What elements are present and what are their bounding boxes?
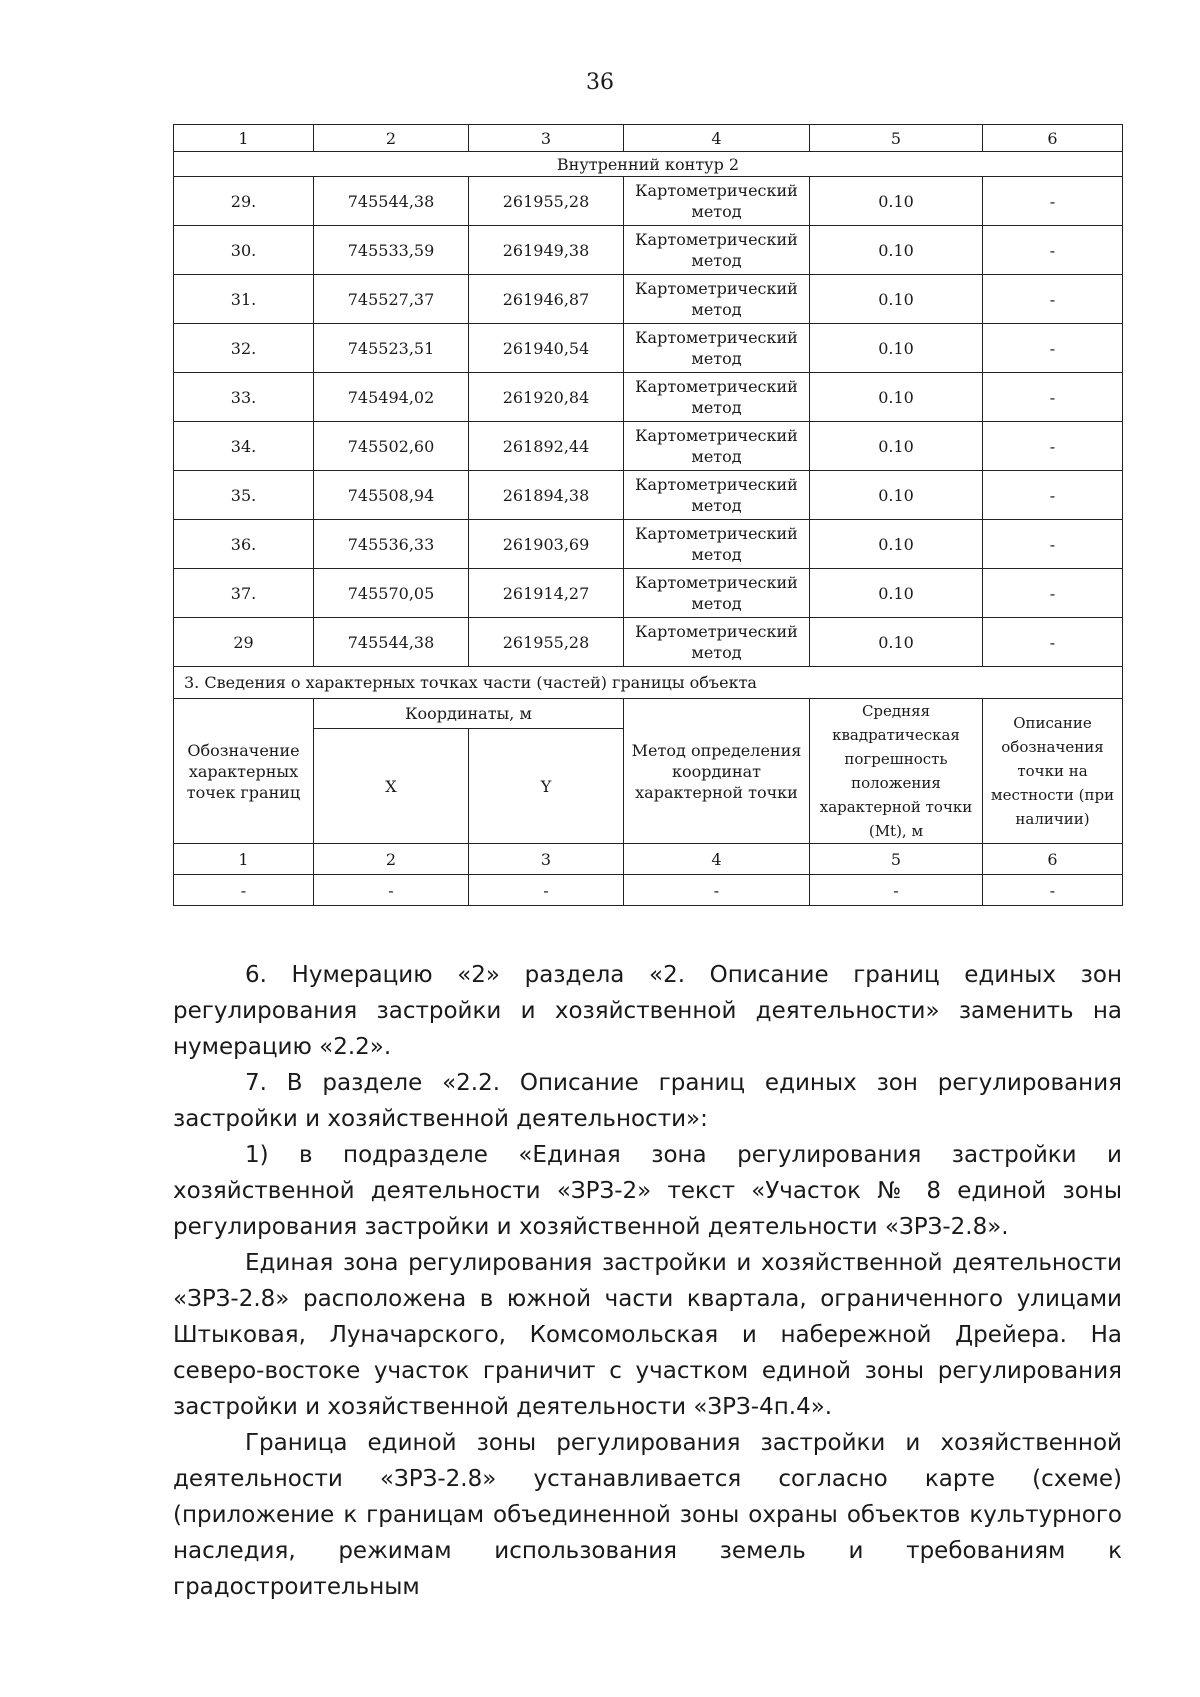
accuracy-cell: 0.10 [810, 471, 983, 520]
table-row [174, 471, 1123, 520]
description-cell: - [983, 324, 1123, 373]
col-number: 3 [469, 844, 624, 875]
description-cell: - [983, 177, 1123, 226]
cell: - [174, 875, 314, 906]
body-text [173, 957, 1122, 1605]
page-number: 36 [586, 70, 614, 95]
accuracy-cell: 0.10 [810, 618, 983, 667]
table-row [174, 226, 1123, 275]
point-number-cell: 29. [174, 177, 314, 226]
method-cell: Картометрический метод [624, 471, 810, 520]
point-number-cell: 34. [174, 422, 314, 471]
method-cell: Картометрический метод [624, 618, 810, 667]
col-number: 4 [624, 125, 810, 152]
method-cell: Картометрический метод [624, 422, 810, 471]
x-cell: 745494,02 [314, 373, 469, 422]
cell: - [469, 875, 624, 906]
point-number-cell: 37. [174, 569, 314, 618]
accuracy-cell: 0.10 [810, 422, 983, 471]
accuracy-cell: 0.10 [810, 520, 983, 569]
section3-number-row [174, 844, 1123, 875]
cell: - [810, 875, 983, 906]
section3-row [174, 667, 1123, 699]
section3-header-row [174, 699, 1123, 729]
description-cell: - [983, 275, 1123, 324]
section3-data-row [174, 875, 1123, 906]
y-header: Y [469, 729, 624, 844]
table-row [174, 569, 1123, 618]
method-cell: Картометрический метод [624, 324, 810, 373]
col-number: 6 [983, 844, 1123, 875]
column-number-row [174, 125, 1123, 152]
description-cell: - [983, 520, 1123, 569]
description-cell: - [983, 618, 1123, 667]
paragraph: 6. Нумерацию «2» раздела «2. Описание границ единых зон регулирования застройки и хозяйственной деятельности» заменить на нумерацию «2.2». [173, 962, 1122, 1060]
y-cell: 261903,69 [469, 520, 624, 569]
table-row [174, 373, 1123, 422]
paragraph: Единая зона регулирования застройки и хозяйственной деятельности «ЗРЗ-2.8» расположена в южной части квартала, ограниченного улицами Штыковая, Луначарского, Комсомольская и набережной Дрейера. На северо-востоке участок граничит с участком единой зоны регулирования застройки и хозяйственной деятельности «ЗРЗ-4п.4». [173, 1250, 1122, 1420]
x-cell: 745544,38 [314, 177, 469, 226]
y-cell: 261892,44 [469, 422, 624, 471]
description-header: Описание обозначения точки на местности (при наличии) [983, 699, 1123, 844]
accuracy-cell: 0.10 [810, 275, 983, 324]
y-cell: 261949,38 [469, 226, 624, 275]
description-cell: - [983, 569, 1123, 618]
description-cell: - [983, 422, 1123, 471]
y-cell: 261894,38 [469, 471, 624, 520]
section3-title: 3. Сведения о характерных точках части (частей) границы объекта [174, 667, 1123, 699]
method-cell: Картометрический метод [624, 177, 810, 226]
method-header: Метод определения координат характерной точки [624, 699, 810, 844]
point-number-cell: 29 [174, 618, 314, 667]
section-title: Внутренний контур 2 [174, 152, 1123, 177]
paragraph: 7. В разделе «2.2. Описание границ единых зон регулирования застройки и хозяйственной деятельности»: [173, 1070, 1122, 1132]
y-cell: 261955,28 [469, 177, 624, 226]
col-number: 1 [174, 844, 314, 875]
table-row [174, 324, 1123, 373]
x-cell: 745570,05 [314, 569, 469, 618]
table-row [174, 618, 1123, 667]
col-number: 6 [983, 125, 1123, 152]
method-cell: Картометрический метод [624, 373, 810, 422]
x-cell: 745533,59 [314, 226, 469, 275]
coords-header: Координаты, м [314, 699, 624, 729]
point-number-cell: 30. [174, 226, 314, 275]
y-cell: 261955,28 [469, 618, 624, 667]
table-row [174, 520, 1123, 569]
accuracy-cell: 0.10 [810, 324, 983, 373]
x-cell: 745502,60 [314, 422, 469, 471]
method-cell: Картометрический метод [624, 275, 810, 324]
x-cell: 745536,33 [314, 520, 469, 569]
method-cell: Картометрический метод [624, 569, 810, 618]
point-number-cell: 31. [174, 275, 314, 324]
cell: - [624, 875, 810, 906]
description-cell: - [983, 471, 1123, 520]
col-number: 2 [314, 844, 469, 875]
cell: - [314, 875, 469, 906]
col-number: 2 [314, 125, 469, 152]
y-cell: 261914,27 [469, 569, 624, 618]
col-number: 4 [624, 844, 810, 875]
col-number: 5 [810, 125, 983, 152]
description-cell: - [983, 226, 1123, 275]
table-row [174, 275, 1123, 324]
table-row [174, 422, 1123, 471]
x-cell: 745544,38 [314, 618, 469, 667]
accuracy-cell: 0.10 [810, 569, 983, 618]
col-number: 3 [469, 125, 624, 152]
method-cell: Картометрический метод [624, 226, 810, 275]
paragraph: 1) в подразделе «Единая зона регулирования застройки и хозяйственной деятельности «ЗРЗ-2» текст «Участок № 8 единой зоны регулирования застройки и хозяйственной деятельности «ЗРЗ-2.8». [173, 1142, 1122, 1240]
point-number-cell: 32. [174, 324, 314, 373]
accuracy-header: Средняя квадратическая погрешность положения характерной точки (Mt), м [810, 699, 983, 844]
x-cell: 745523,51 [314, 324, 469, 373]
col-number: 1 [174, 125, 314, 152]
table-row [174, 177, 1123, 226]
designation-header: Обозначение характерных точек границ [174, 699, 314, 844]
point-number-cell: 36. [174, 520, 314, 569]
point-number-cell: 33. [174, 373, 314, 422]
x-cell: 745527,37 [314, 275, 469, 324]
x-header: X [314, 729, 469, 844]
accuracy-cell: 0.10 [810, 373, 983, 422]
section-row [174, 152, 1123, 177]
col-number: 5 [810, 844, 983, 875]
y-cell: 261920,84 [469, 373, 624, 422]
point-number-cell: 35. [174, 471, 314, 520]
coordinates-table [173, 124, 1123, 906]
y-cell: 261940,54 [469, 324, 624, 373]
description-cell: - [983, 373, 1123, 422]
accuracy-cell: 0.10 [810, 226, 983, 275]
x-cell: 745508,94 [314, 471, 469, 520]
method-cell: Картометрический метод [624, 520, 810, 569]
cell: - [983, 875, 1123, 906]
accuracy-cell: 0.10 [810, 177, 983, 226]
y-cell: 261946,87 [469, 275, 624, 324]
paragraph: Граница единой зоны регулирования застройки и хозяйственной деятельности «ЗРЗ-2.8» устанавливается согласно карте (схеме) (приложение к границам объединенной зоны охраны объектов культурного наследия, режимам использования земель и требованиям к градостроительным [173, 1430, 1122, 1600]
